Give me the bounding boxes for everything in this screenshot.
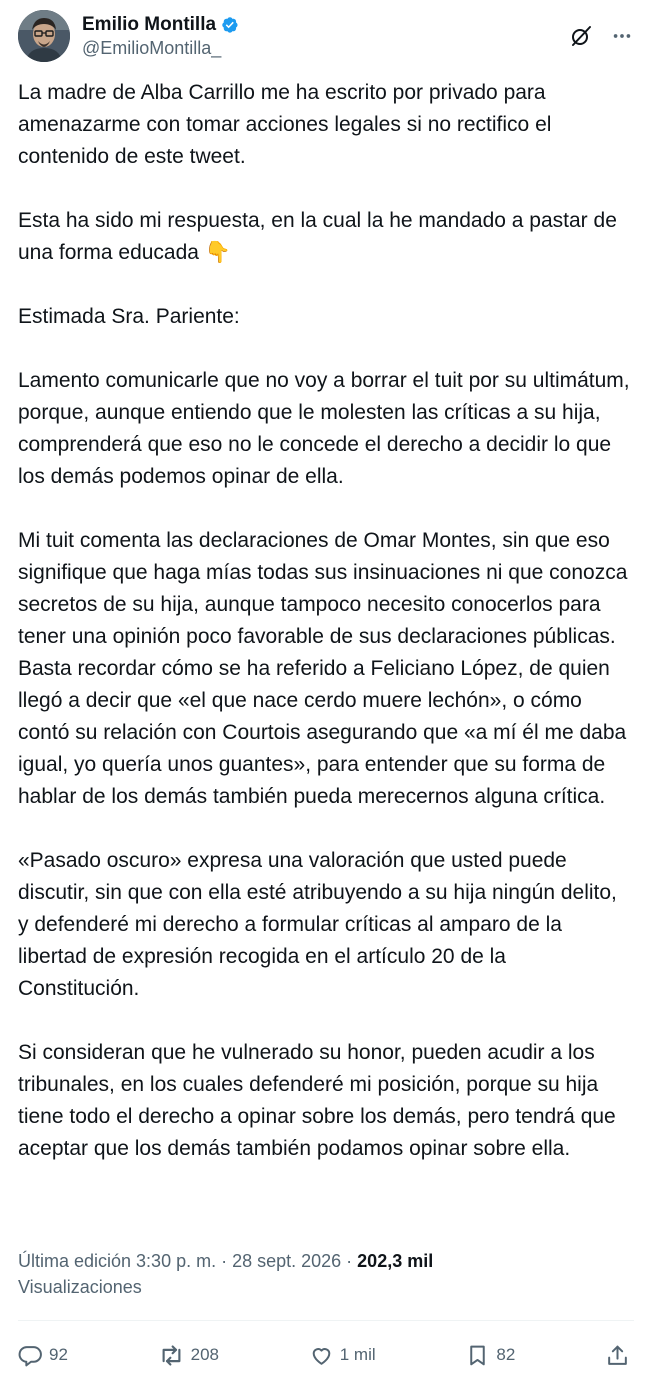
header-actions (569, 24, 633, 48)
views-label: Visualizaciones (18, 1277, 142, 1297)
like-count: 1 mil (339, 1345, 376, 1364)
author-name[interactable]: Emilio Montilla (82, 13, 217, 35)
tweet-paragraph: Estimada Sra. Pariente: (18, 305, 240, 328)
heart-icon (309, 1343, 334, 1368)
tweet-paragraph: Mi tuit comenta las declaraciones de Omar Montes, sin que eso signifique que haga mías todas sus insinuaciones ni que conozca secretos de su hija, aunque tampoco necesito conocerlos para tener una opinión poco favorable de sus declaraciones públicas. Basta recordar cómo se ha referido a Feliciano López, de quien llegó a decir que «el que nace cerdo muere lechón», o cómo contó su relación con Courtois asegurando que «a mí él me daba igual, yo quería unos guantes», para entender que su forma de hablar de los demás también pueda merecernos alguna crítica. (18, 529, 628, 808)
tweet-text (18, 77, 632, 1165)
tweet-paragraph: «Pasado oscuro» expresa una valoración que usted puede discutir, sin que con ella esté atribuyendo a su hija ningún delito, y defenderé mi derecho a formular críticas al amparo de la libertad de expresión recogida en el artículo 20 de la Constitución. (18, 849, 617, 1000)
tweet-header (18, 8, 633, 64)
verified-badge-icon[interactable] (219, 15, 239, 35)
more-icon[interactable] (611, 25, 633, 47)
like-button[interactable] (309, 1343, 376, 1368)
action-bar (18, 1336, 630, 1374)
tweet-paragraph: Esta ha sido mi respuesta, en la cual la he mandado a pastar de una forma educada 👇 (18, 209, 617, 264)
bookmark-button[interactable] (465, 1343, 515, 1368)
author-name-row (82, 14, 239, 36)
repost-count: 208 (190, 1345, 220, 1364)
avatar[interactable] (18, 10, 70, 62)
reply-button[interactable] (18, 1343, 68, 1368)
tweet-paragraph: Si consideran que he vulnerado su honor, pueden acudir a los tribunales, en los cuales defenderé mi posición, porque su hija tiene todo el derecho a opinar sobre los demás, pero tendrá que aceptar que los demás también podamos opinar sobre ella. (18, 1041, 616, 1160)
avatar-image (18, 10, 70, 62)
bookmark-icon (465, 1343, 490, 1368)
author-block (82, 14, 239, 59)
tweet-paragraph: Lamento comunicarle que no voy a borrar el tuit por su ultimátum, porque, aunque entiendo que le molesten las críticas a su hija, comprenderá que eso no le concede el derecho a decidir lo que los demás podemos opinar de ella. (18, 369, 630, 488)
tweet-paragraph: La madre de Alba Carrillo me ha escrito por privado para amenazarme con tomar acciones legales si no rectifico el contenido de este tweet. (18, 81, 552, 168)
divider (18, 1320, 634, 1321)
repost-icon (158, 1342, 185, 1369)
edited-timestamp[interactable]: Última edición 3:30 p. m. · 28 sept. 2026 · (18, 1251, 358, 1271)
repost-button[interactable] (158, 1342, 219, 1369)
author-handle[interactable]: @EmilioMontilla_ (82, 37, 222, 58)
views-count: 202,3 mil (357, 1251, 434, 1271)
bookmark-count: 82 (496, 1345, 516, 1364)
share-button[interactable] (605, 1343, 630, 1368)
reply-icon (18, 1343, 43, 1368)
reply-count: 92 (49, 1345, 68, 1364)
grok-icon[interactable] (569, 24, 593, 48)
tweet-meta (18, 1248, 632, 1300)
share-icon (605, 1343, 630, 1368)
